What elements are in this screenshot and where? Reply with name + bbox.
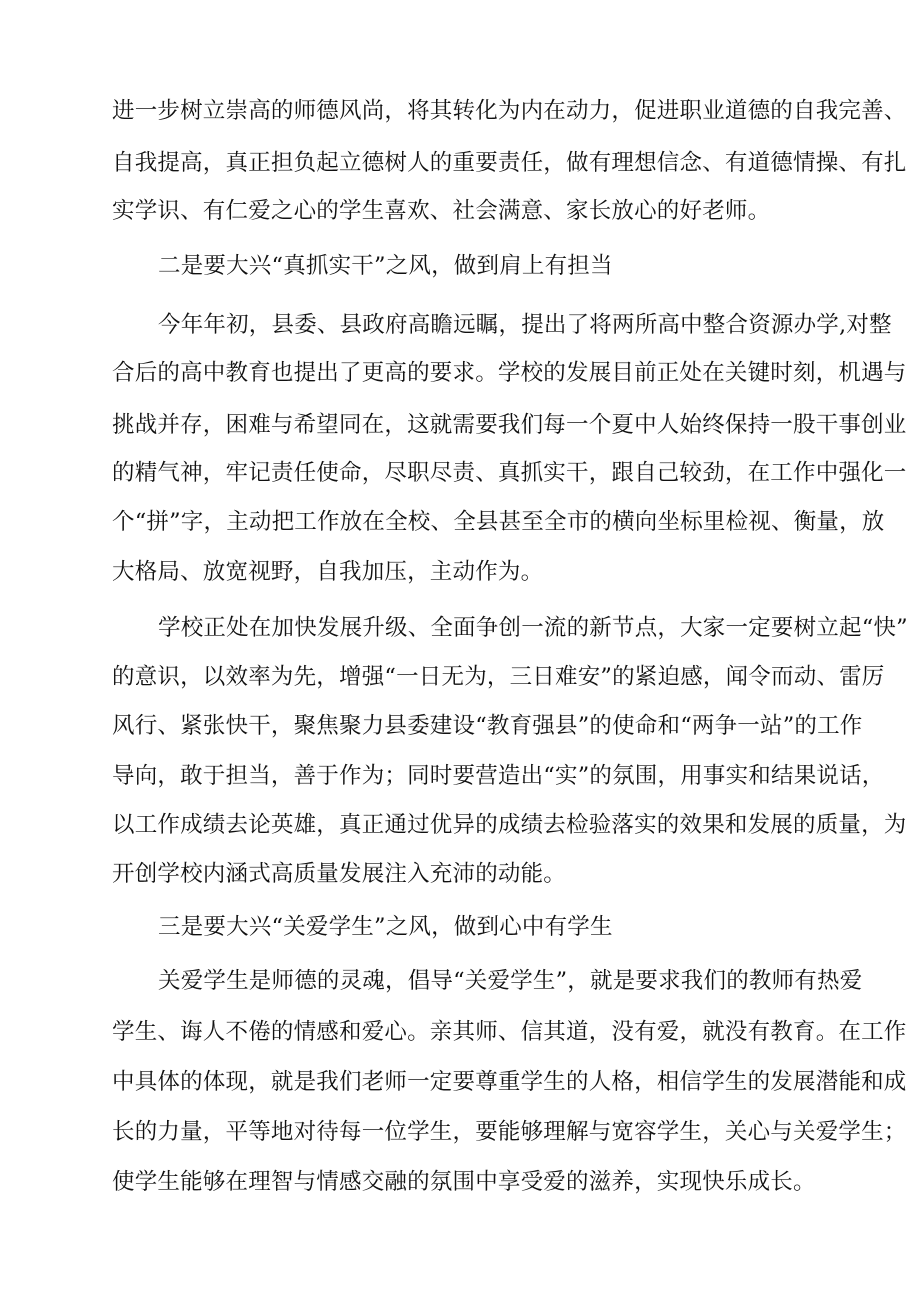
paragraph-3-line-3: 风行、紧张快干，聚焦聚力县委建设“教育强县”的使命和“两争一站”的工作 — [112, 713, 863, 739]
paragraph-1-line-3: 实学识、有仁爱之心的学生喜欢、社会满意、家长放心的好老师。 — [112, 198, 771, 224]
section-heading-2: 二是要大兴“真抓实干”之风，做到肩上有担当 — [158, 253, 613, 279]
paragraph-4-line-5: 使学生能够在理智与情感交融的氛围中享受爱的滋养，实现快乐成长。 — [112, 1169, 816, 1195]
paragraph-4-line-3: 中具体的体现，就是我们老师一定要尊重学生的人格，相信学生的发展潜能和成 — [112, 1069, 907, 1095]
paragraph-2-line-4: 的精气神，牢记责任使命，尽职尽责、真抓实干，跟自己较劲，在工作中强化一 — [112, 460, 907, 486]
paragraph-2-line-6: 大格局、放宽视野，自我加压，主动作为。 — [112, 559, 544, 585]
paragraph-2-line-2: 合后的高中教育也提出了更高的要求。学校的发展目前正处在关键时刻，机遇与 — [112, 360, 907, 386]
paragraph-3-line-4: 导向，敢于担当，善于作为；同时要营造出“实”的氛围，用事实和结果说话， — [112, 763, 885, 789]
section-heading-3: 三是要大兴“关爱学生”之风，做到心中有学生 — [158, 914, 613, 940]
paragraph-2-line-5: 个“拼”字，主动把工作放在全校、全县甚至全市的横向坐标里检视、衡量，放 — [112, 509, 885, 535]
paragraph-4-line-1: 关爱学生是师德的灵魂，倡导“关爱学生”，就是要求我们的教师有热爱 — [158, 968, 863, 994]
paragraph-4-line-2: 学生、诲人不倦的情感和爱心。亲其师、信其道，没有爱，就没有教育。在工作 — [112, 1019, 907, 1045]
paragraph-3-line-2: 的意识，以效率为先，增强“一日无为，三日难安”的紧迫感，闻令而动、雷厉 — [112, 664, 885, 690]
paragraph-4-line-4: 长的力量，平等地对待每一位学生，要能够理解与宽容学生，关心与关爱学生； — [112, 1119, 907, 1145]
paragraph-1-line-1: 进一步树立崇高的师德风尚，将其转化为内在动力，促进职业道德的自我完善、 — [112, 98, 907, 124]
paragraph-1-line-2: 自我提高，真正担负起立德树人的重要责任，做有理想信念、有道德情操、有扎 — [112, 150, 907, 176]
paragraph-2-line-1: 今年年初，县委、县政府高瞻远瞩，提出了将两所高中整合资源办学,对整 — [158, 312, 892, 338]
paragraph-3-line-6: 开创学校内涵式高质量发展注入充沛的动能。 — [112, 861, 567, 887]
paragraph-3-line-1: 学校正处在加快发展升级、全面争创一流的新节点，大家一定要树立起“快” — [158, 615, 908, 641]
paragraph-3-line-5: 以工作成绩去论英雄，真正通过优异的成绩去检验落实的效果和发展的质量，为 — [112, 812, 907, 838]
paragraph-2-line-3: 挑战并存，困难与希望同在，这就需要我们每一个夏中人始终保持一股干事创业 — [112, 412, 907, 438]
